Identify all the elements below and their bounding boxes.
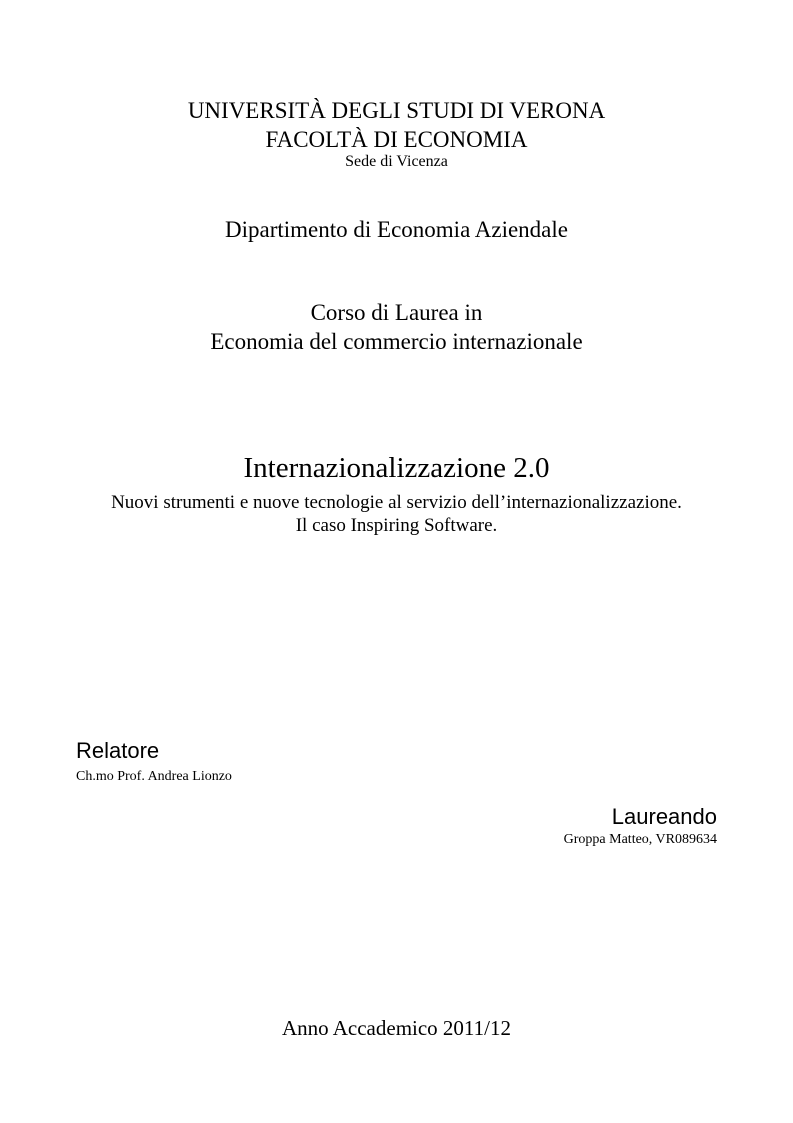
faculty-name: FACOLTÀ DI ECONOMIA	[265, 127, 528, 152]
thesis-title: Internazionalizzazione 2.0	[243, 452, 550, 484]
candidate-label: Laureando	[611, 804, 717, 829]
seat-location: Sede di Vicenza	[345, 153, 448, 170]
academic-year: Anno Accademico 2011/12	[281, 1016, 511, 1040]
candidate-name: Groppa Matteo, VR089634	[563, 832, 717, 847]
thesis-subtitle-line-2: Il caso Inspiring Software.	[295, 515, 498, 536]
course-label: Corso di Laurea in	[310, 300, 483, 325]
supervisor-name: Ch.mo Prof. Andrea Lionzo	[76, 769, 232, 784]
supervisor-label: Relatore	[76, 738, 160, 763]
department-name: Dipartimento di Economia Aziendale	[225, 217, 568, 242]
thesis-subtitle-line-1: Nuovi strumenti e nuove tecnologie al servizio dell’internazionalizzazione.	[111, 492, 682, 513]
university-name: UNIVERSITÀ DEGLI STUDI DI VERONA	[187, 98, 606, 123]
course-name: Economia del commercio internazionale	[210, 329, 583, 354]
